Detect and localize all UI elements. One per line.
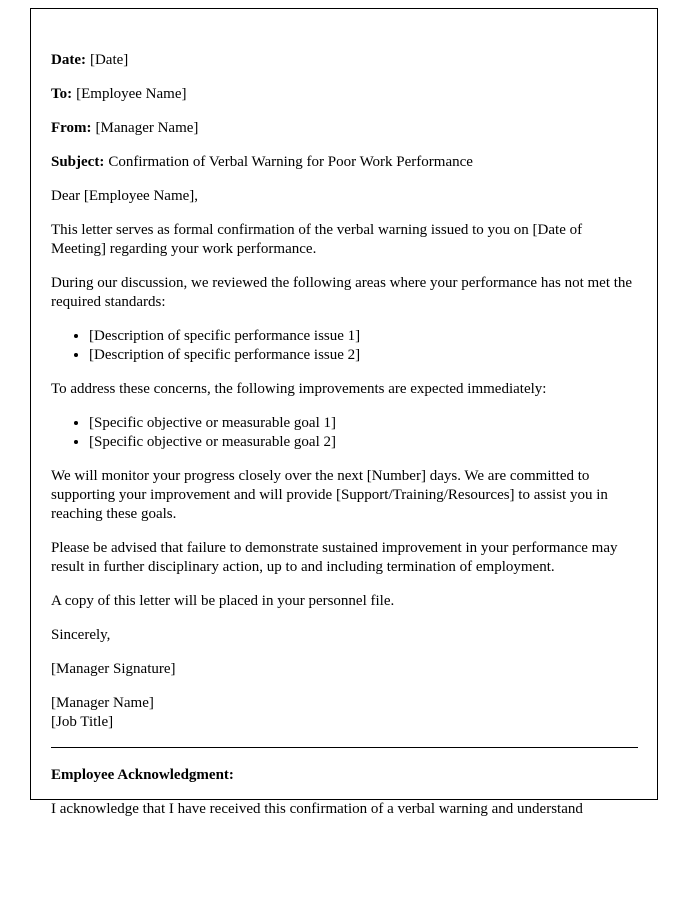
list-item: • [Specific objective or measurable goal 2]	[89, 433, 638, 452]
from-field	[51, 119, 638, 138]
from-label: From:	[51, 120, 92, 136]
closing: Sincerely,	[51, 627, 111, 643]
signer-block	[51, 694, 638, 732]
date-value: [Date]	[89, 52, 129, 68]
subject-label: Subject:	[51, 154, 105, 170]
acknowledgment-paragraph: I acknowledge that I have received this confirmation of a verbal warning and understand	[51, 801, 583, 817]
intro-paragraph: This letter serves as formal confirmation of the verbal warning issued to you on [Date of Meeting] regarding your work performance.	[51, 222, 583, 257]
goals-list	[51, 414, 638, 452]
date-label: Date:	[51, 52, 86, 68]
manager-signature: [Manager Signature]	[51, 661, 176, 677]
list-item: • [Specific objective or measurable goal 1]	[89, 414, 638, 433]
personnel-file-paragraph: A copy of this letter will be placed in your personnel file.	[51, 593, 395, 609]
salutation: Dear [Employee Name],	[51, 188, 199, 204]
advisory-paragraph: Please be advised that failure to demonstrate sustained improvement in your performance may result in further disciplinary action, up to and including termination of employment.	[51, 540, 618, 575]
section-divider	[51, 747, 638, 748]
subject-value: Confirmation of Verbal Warning for Poor Work Performance	[108, 154, 473, 170]
signer-name: [Manager Name]	[51, 695, 154, 711]
list-item: • [Description of specific performance issue 1]	[89, 327, 638, 346]
improvements-paragraph: To address these concerns, the following improvements are expected immediately:	[51, 381, 547, 397]
acknowledgment-heading: Employee Acknowledgment:	[51, 767, 234, 783]
letter-document	[30, 8, 658, 817]
performance-issues-list	[51, 327, 638, 365]
subject-field	[51, 153, 638, 172]
to-value: [Employee Name]	[76, 86, 187, 102]
to-label: To:	[51, 86, 73, 102]
from-value: [Manager Name]	[95, 120, 199, 136]
signer-title: [Job Title]	[51, 714, 114, 730]
monitor-paragraph: We will monitor your progress closely over the next [Number] days. We are committed to supporting your improvement and will provide [Support/Training/Resources] to assist you in reaching these goals.	[51, 468, 608, 522]
to-field	[51, 85, 638, 104]
discussion-paragraph: During our discussion, we reviewed the following areas where your performance has not met the required standards:	[51, 275, 633, 310]
list-item: • [Description of specific performance issue 2]	[89, 346, 638, 365]
date-field	[51, 51, 638, 70]
